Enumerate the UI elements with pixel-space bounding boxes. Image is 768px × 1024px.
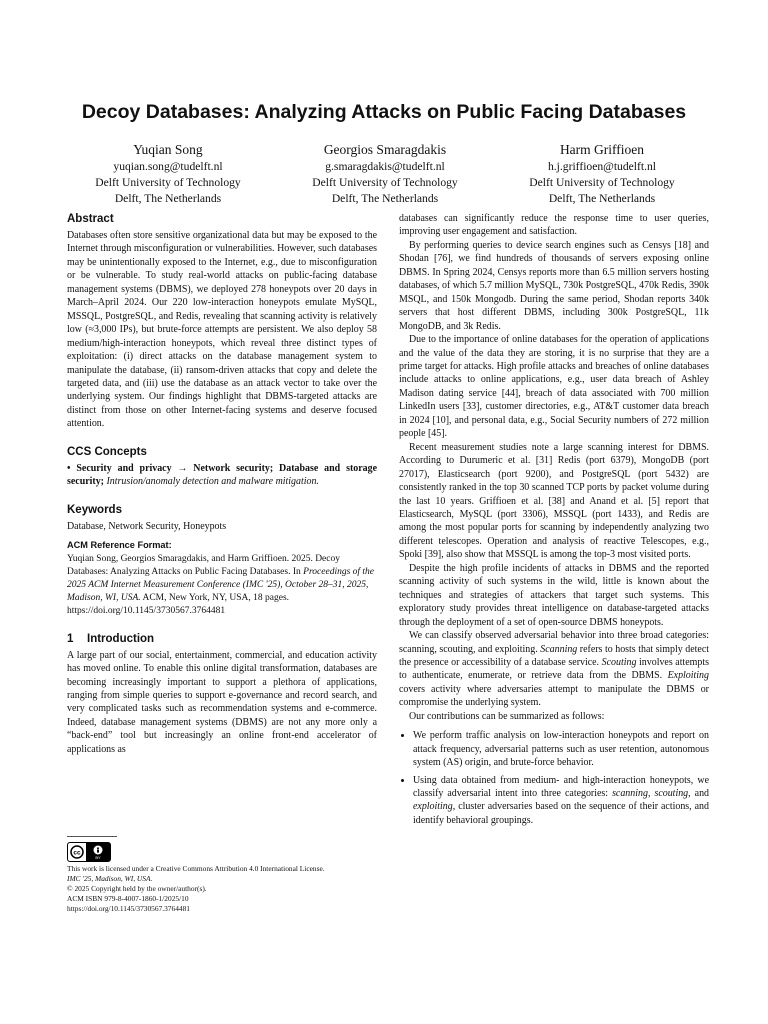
author-1 (60, 141, 276, 206)
author-affiliation: Delft University of Technology (95, 175, 241, 189)
reference-format-text (67, 553, 377, 618)
doi-link[interactable]: https://doi.org/10.1145/3730567.3764481 (67, 904, 190, 913)
abstract-heading: Abstract (67, 213, 114, 225)
contribution-item: • We perform traffic analysis on low-interaction honeypots and report on attack frequency, adversarial patterns such as user retention, autonomous system (AS) origin, and brute-force behavior. (413, 729, 709, 769)
right-column (399, 212, 709, 831)
license-text: This work is licensed under a Creative Commons Attribution 4.0 International License. (67, 864, 325, 873)
reference-doi[interactable]: ACM, New York, NY, USA, 18 pages. https://doi.org/10.1145/3730567.3764481 (67, 592, 290, 616)
isbn-text: ACM ISBN 979-8-4007-1860-1/2025/10 (67, 894, 189, 903)
author-2 (277, 141, 493, 206)
footnote-rule (67, 836, 117, 837)
author-affiliation: Delft University of Technology (529, 175, 675, 189)
section-title: Introduction (87, 632, 155, 645)
ccs-concepts (67, 462, 377, 489)
keywords-text: Database, Network Security, Honeypots (67, 520, 227, 532)
copyright-text: © 2025 Copyright held by the owner/author(s). (67, 884, 207, 893)
intro-paragraph-7: Our contributions can be summarized as follows: (409, 710, 605, 722)
author-location: Delft, The Netherlands (548, 191, 656, 205)
intro-paragraph-3: Due to the importance of online databases for the operation of applications and the value of the data they are storing, it is no surprise that they are a prime target for attacks. High profile attacks and breaches of online databases include attacks to online applications, e.g., user data breach of Ashley Madison dating service [44], breach of data associated with 700 million LinkedIn users [33], customer directories, e.g., AT&T customer data breach in 2024 [10], and personal data, e.g., Social Security numbers of 272 million people [45]. (399, 334, 709, 440)
cc-by-license-badge (67, 842, 111, 862)
author-name: Georgios Smaragdakis (323, 142, 447, 157)
venue-name: IMC '25, Madison, WI, USA. (67, 874, 153, 883)
by-icon (86, 843, 110, 861)
author-name: Yuqian Song (133, 142, 203, 157)
cc-icon (68, 843, 86, 861)
intro-paragraph-6: We can classify observed adversarial behavior into three broad categories: scanning, scouting, and exploiting. Scanning refers to hosts that simply detect the presence or accessibility of a database service. Scouting involves attempts to authenticate, enumerate, or retrieve data from the DBMS. Exploiting covers activity where adversaries attempt to manipulate the DBMS or compromise the underlying system. (399, 630, 709, 709)
introduction-heading (67, 632, 377, 646)
reference-venue: Proceedings of the 2025 ACM Internet Measurement Conference (IMC '25), October 28–31, 2025, Madison, WI, USA. (67, 566, 375, 603)
license-footnote (67, 864, 377, 914)
left-column (67, 212, 377, 756)
intro-paragraph-1: A large part of our social, entertainment, commercial, and education activity has moved online. To enable this online digital transformation, databases are becoming increasingly important to support a plethora of applications, ranging from simple queries to support e-governance and record search, and very complicated tasks such as recommendation systems and e-commerce. Indeed, database management systems (DBMS) are not any more only a “back-end” tool but increasingly an online front-end accelerator of applications as (67, 649, 377, 755)
reference-format-heading: ACM Reference Format: (67, 540, 172, 551)
author-email[interactable]: yuqian.song@tudelft.nl (113, 160, 223, 173)
reference-authors: Yuqian Song, Georgios Smaragdakis, and Harm Griffioen. 2025. Decoy Databases: Analyzing Attacks on Public Facing Databases. In (67, 553, 340, 577)
ccs-heading: CCS Concepts (67, 445, 147, 458)
intro-paragraph-2: By performing queries to device search engines such as Censys [18] and Shodan [76], we find hundreds of thousands of servers exposing online DBMS. In Spring 2024, Censys reports more than 6.5 million servers hosting databases, of which 5.7 million MySQL, 730k PostgreSQL, 470k Redis, 390k MSQL, and 150k Mongodb. During the same period, Shodan reports 340k servers that host different DBMS, including 300k PostgreSQL, 11k MongoDB, and 3k Redis. (399, 239, 709, 332)
intro-paragraph-1-continued: databases can significantly reduce the response time to user queries, improving user engagement and satisfaction. (399, 213, 709, 238)
author-3 (494, 141, 710, 206)
abstract-text: Databases often store sensitive organizational data but may be exposed to the Internet through misconfiguration or vulnerabilities. However, such databases may be unintentionally exposed to the Internet, e.g., due to misconfiguration or be vulnerable. To study real-world attacks on public-facing database management systems (DBMS), we deployed 278 honeypots over 20 days in March–April 2024. Our 220 low-interaction honeypots emulate MySQL, MSSQL, PostgreSQL, and Redis, revealing that scanning activity is relatively low (≈3,000 IPs), but brute-force attempts are persistent. We also deploy 58 medium/high-interaction honeypots, which reveal three distinct types of exploitation: (i) direct attacks on the database management system to manipulate the database, (ii) ransom-driven attacks that copy and delete the targeted data, and (iii) use the database as an attack vector to take over the underlying system. Our findings highlight that DBMS-targeted attacks are distinct from those on other Internet-facing systems and deserve focused attention. (67, 230, 377, 430)
ccs-categories: Security and privacy → Network security; Database and storage security; (67, 462, 377, 488)
contributions-list (399, 729, 709, 827)
keywords-heading: Keywords (67, 503, 122, 516)
author-block (60, 141, 710, 206)
author-name: Harm Griffioen (559, 142, 645, 157)
paper-title: Decoy Databases: Analyzing Attacks on Public Facing Databases (81, 101, 687, 123)
svg-text:cc: cc (73, 849, 81, 857)
contribution-item: • Using data obtained from medium- and high-interaction honeypots, we classify adversarial intent into three categories: scanning, scouting, and exploiting, cluster adversaries based on the sequence of their actions, and identify behavioral groupings. (413, 774, 709, 828)
svg-text:BY: BY (95, 855, 101, 860)
author-location: Delft, The Netherlands (331, 191, 439, 205)
author-email[interactable]: h.j.griffioen@tudelft.nl (547, 160, 657, 173)
venue-text (67, 874, 377, 884)
section-number: 1 (67, 632, 74, 645)
intro-paragraph-4: Recent measurement studies note a large scanning interest for DBMS. According to Durumeric et al. [31] Redis (port 6379), MongoDB (port 27017), Elasticsearch (port 9200), and PostgreSQL (port 5432) are consistently ranked in the top 30 scanned TCP ports by packet volume during the last 10 years. Griffioen et al. [38] and Anand et al. [5] report that Elasticsearch, MySQL (port 3306), MSSQL (port 1433), and Redis are among the most popular ports for scanning by independently analyzing two different telescopes. Operation and analysis of reactive Telescopes, e.g., Spoki [39], also show that MSSQL is among the top-3 most visited ports. (399, 441, 709, 561)
ccs-bullet: • (67, 462, 71, 474)
author-location: Delft, The Netherlands (114, 191, 222, 205)
author-affiliation: Delft University of Technology (312, 175, 458, 189)
ccs-subcategories: Intrusion/anomaly detection and malware mitigation. (106, 476, 319, 488)
author-email[interactable]: g.smaragdakis@tudelft.nl (325, 160, 445, 173)
intro-paragraph-5: Despite the high profile incidents of attacks in DBMS and the reported scanning activity of such systems in the wild, little is known about the techniques and strategies of attackers that target such systems. This exploratory study provides threat intelligence on database-targeted attacks through the deployment of a set of open-source DBMS honeypots. (399, 562, 709, 628)
